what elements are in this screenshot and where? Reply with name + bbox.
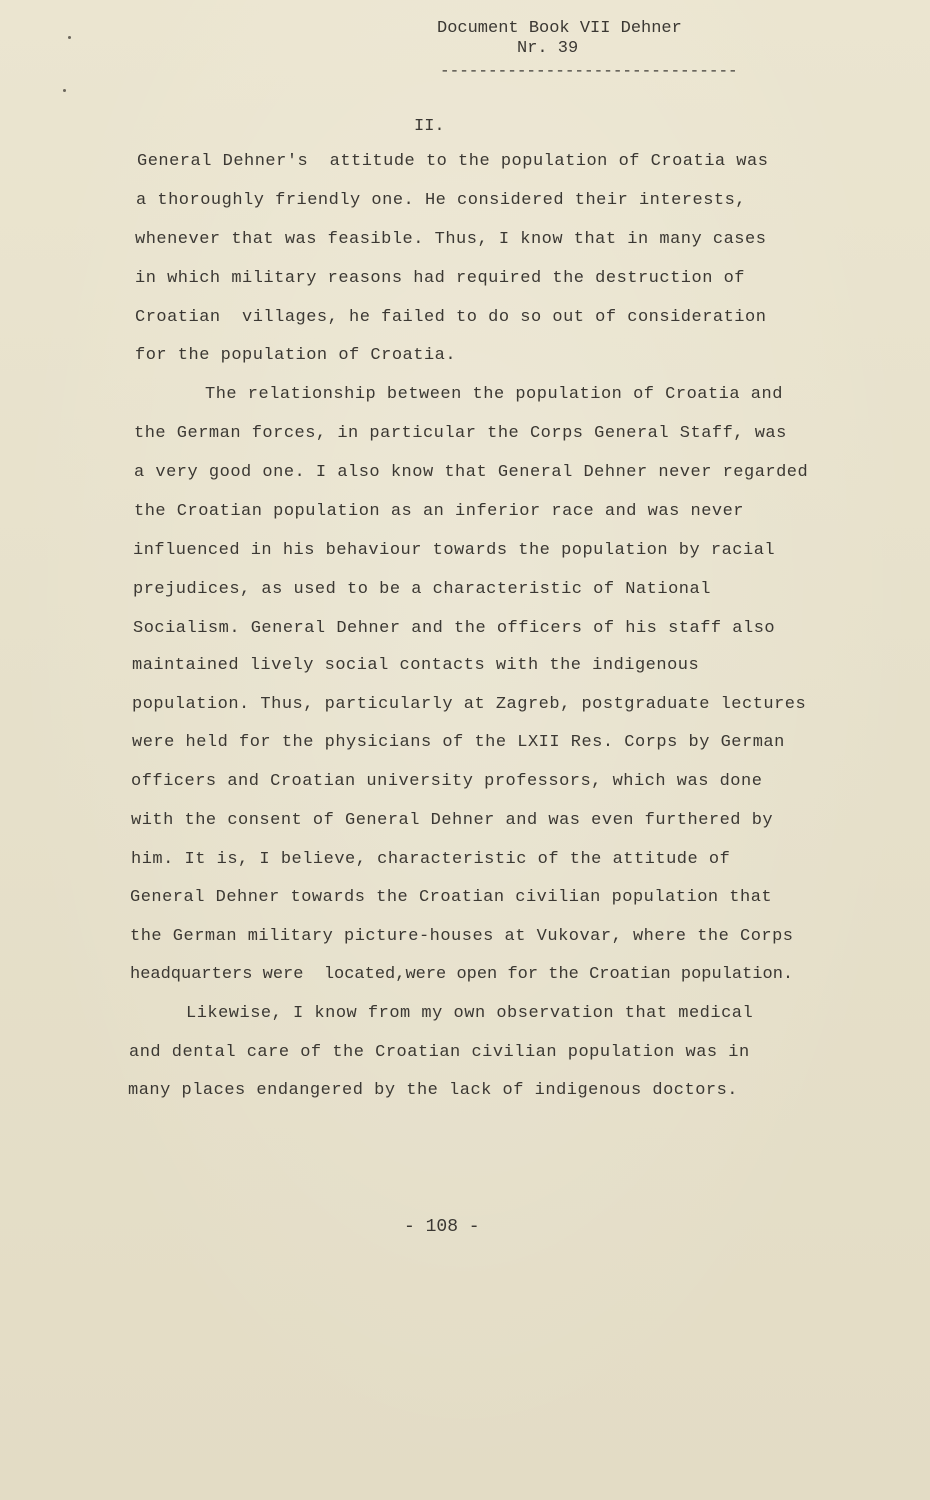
body-line: the German military picture-houses at Vukovar, where the Corps (130, 927, 794, 946)
body-line: were held for the physicians of the LXII Res. Corps by German (132, 733, 785, 752)
page-number: - 108 - (404, 1217, 480, 1237)
body-line: the Croatian population as an inferior race and was never (134, 502, 744, 521)
body-line: Likewise, I know from my own observation that medical (186, 1004, 754, 1023)
body-line: in which military reasons had required the destruction of (135, 269, 745, 288)
body-line: prejudices, as used to be a characteristic of National (133, 580, 711, 599)
body-line: for the population of Croatia. (135, 346, 457, 365)
body-line: him. It is, I believe, characteristic of the attitude of (131, 850, 731, 869)
body-line: whenever that was feasible. Thus, I know that in many cases (135, 230, 767, 249)
header-title: Document Book VII Dehner (437, 19, 682, 38)
body-line: many places endangered by the lack of indigenous doctors. (128, 1081, 738, 1100)
header-number: Nr. 39 (517, 39, 579, 58)
paper-speck (63, 89, 66, 92)
body-line: a thoroughly friendly one. He considered their interests, (136, 191, 746, 210)
body-line: a very good one. I also know that General Dehner never regarded (134, 463, 809, 482)
header-rule: ------------------------------- (440, 62, 738, 80)
body-line: The relationship between the population of Croatia and (205, 385, 783, 404)
body-line: influenced in his behaviour towards the population by racial (133, 541, 776, 560)
body-line: the German forces, in particular the Corps General Staff, was (134, 424, 787, 443)
document-header (437, 19, 737, 59)
section-heading: II. (414, 117, 445, 136)
body-line: maintained lively social contacts with the indigenous (132, 656, 700, 675)
body-line: Croatian villages, he failed to do so out of consideration (135, 308, 767, 327)
body-line: General Dehner's attitude to the population of Croatia was (137, 152, 769, 171)
body-line: and dental care of the Croatian civilian population was in (129, 1043, 750, 1062)
paper-speck (68, 36, 71, 39)
body-line: with the consent of General Dehner and was even furthered by (131, 811, 774, 830)
body-line: officers and Croatian university professors, which was done (131, 772, 763, 791)
body-line: Socialism. General Dehner and the officers of his staff also (133, 619, 776, 638)
body-line: headquarters were located,were open for the Croatian population. (130, 965, 794, 984)
body-line: population. Thus, particularly at Zagreb, postgraduate lectures (132, 695, 807, 714)
body-line: General Dehner towards the Croatian civilian population that (130, 888, 773, 907)
